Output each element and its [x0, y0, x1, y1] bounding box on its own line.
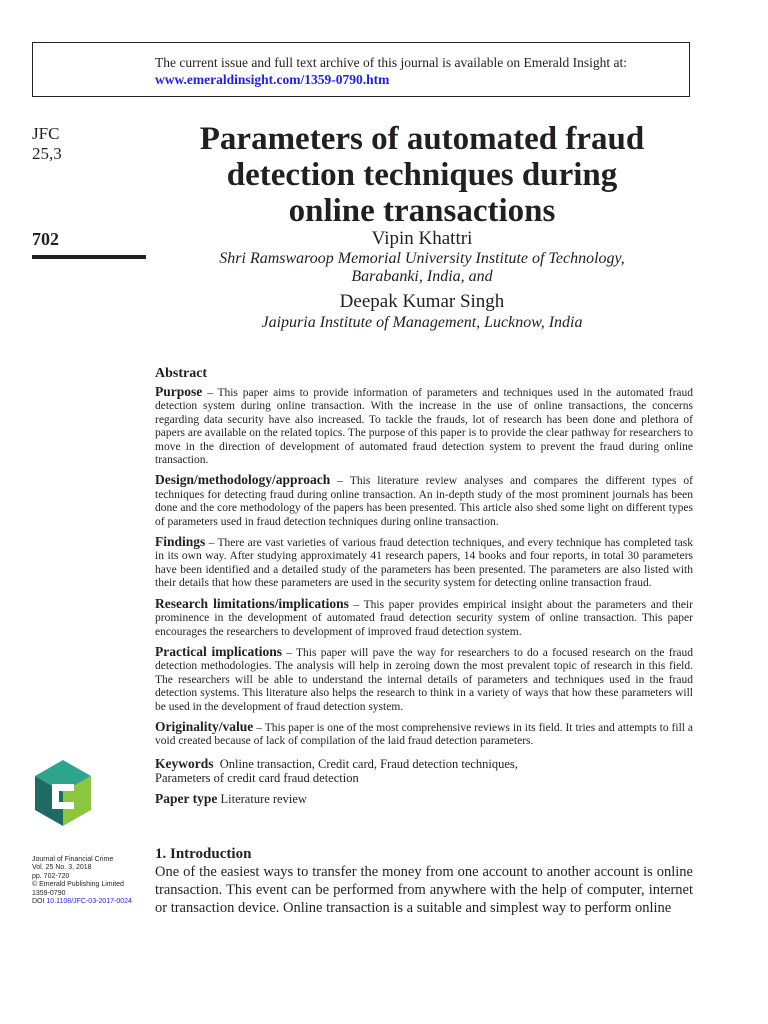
page-number: 702	[32, 229, 59, 249]
abstract-heading: Abstract	[155, 366, 208, 381]
section-label: Originality/value	[155, 718, 254, 734]
journal-archive-banner	[32, 42, 690, 97]
abstract-section	[155, 597, 693, 639]
section-text: There are vast varieties of various fraud detection techniques, and every technique has completed task in its own way. After studying approximately 41 research papers, 14 books and four reports, in total 30 parameters have been identified and a detailed study of the parameters has been presented. The parameters are also listed with their details that how these parameters are used in the security system for detecting online transaction fraud.	[155, 537, 694, 590]
keywords-continued: Parameters of credit card fraud detection	[155, 771, 359, 786]
section-label: Findings	[155, 534, 206, 550]
emerald-logo-icon	[32, 758, 94, 828]
volume-issue: 25,3	[32, 144, 62, 163]
abstract-section	[155, 720, 693, 749]
section-label: Research limitations/implications	[155, 595, 349, 611]
page-rule-divider	[32, 255, 146, 259]
paper-type-value: Literature review	[220, 791, 307, 806]
volume-info: Vol. 25 No. 3, 2018	[32, 864, 92, 872]
issn: 1359-0790	[32, 889, 66, 897]
section-text: This paper aims to provide information of parameters and techniques used in the automated fraud detection system during online transaction. With the increase in the use of online transactions, the concerns regarding data security have also increased. To tackle the frauds, lot of research has been done and plethora of papers are available on the related topics. The purpose of this paper is to provide the clear pathway for researchers to move in the direction of development of automated fraud detection system to prevent the fraud during online transaction.	[155, 387, 694, 467]
dash: –	[208, 537, 215, 550]
author-affiliation: Barabanki, India, and	[351, 268, 493, 285]
section-label: Purpose	[155, 384, 203, 399]
dash: –	[337, 475, 344, 488]
journal-abbrev: JFC	[32, 124, 60, 143]
journal-url-link[interactable]: www.emeraldinsight.com/1359-0790.htm	[155, 72, 390, 87]
introduction-heading: 1. Introduction	[155, 846, 252, 862]
section-label: Design/methodology/approach	[155, 472, 331, 488]
paper-title	[154, 121, 690, 229]
introduction-text: One of the easiest ways to transfer the money from one account to another account is online transaction. This event can be performed from anywhere with the help of computer, internet or transaction device. Online transaction is a suitable and simplest way to perform online	[155, 864, 693, 916]
section-text: This literature review analyses and compares the different types of techniques for detecting fraud during online transaction. An in-depth study of the most prominent journals has been done and the core methodology of the papers has been presented. This article also shed some light on different types of parameters used in fraud detection techniques during online transaction.	[155, 475, 694, 528]
section-text: This paper will pave the way for researchers to do a focused research on the fraud detection methodologies. The analysis will help in zeroing down the most prevalent topic of research in this field. The researchers will be able to understand the internal details of parameters and techniques used in the fraud detection systems. This literature also helps the research to think in a variety of ways that how these parameters will be used in the development of fraud detection system.	[155, 646, 693, 713]
dash: –	[353, 598, 360, 611]
author-affiliation: Shri Ramswaroop Memorial University Institute of Technology,	[219, 250, 625, 267]
title-line: online transactions	[288, 193, 556, 229]
dash: –	[286, 646, 292, 659]
author-name: Deepak Kumar Singh	[339, 291, 505, 312]
archive-notice: The current issue and full text archive of this journal is available on Emerald Insight at:	[155, 55, 627, 70]
publication-metadata	[32, 856, 132, 906]
section-text: This paper is one of the most comprehensive reviews in its field. It tries and attempts to fill a void created because of lack of compilation of the laid fraud detection parameters.	[155, 721, 694, 748]
abstract-section	[155, 535, 693, 591]
keywords-text: Online transaction, Credit card, Fraud detection techniques,	[219, 756, 518, 771]
author-name: Vipin Khattri	[371, 228, 473, 249]
paper-type-label: Paper type	[155, 790, 218, 806]
page-range: pp. 702-720	[32, 872, 70, 880]
title-line: Parameters of automated fraud	[199, 121, 645, 157]
dash: –	[207, 387, 213, 399]
abstract	[155, 366, 693, 806]
keywords-label: Keywords	[155, 755, 214, 771]
section-text: This paper provides empirical insight about the parameters and their prominence in the development of automated fraud detection security system of online transaction. This paper encourages the researchers to development of improved fraud detection system.	[155, 598, 694, 638]
keywords	[155, 757, 693, 772]
abstract-section	[155, 645, 693, 714]
abstract-section	[155, 473, 693, 529]
title-line: detection techniques during	[226, 157, 618, 193]
doi-link[interactable]: 10.1108/JFC-03-2017-0024	[46, 898, 132, 906]
journal-name: Journal of Financial Crime	[32, 856, 114, 863]
doi-label: DOI	[32, 898, 45, 906]
paper-type	[155, 792, 693, 807]
section-label: Practical implications	[155, 643, 282, 659]
dash: –	[256, 721, 262, 734]
doi-line	[32, 898, 132, 906]
journal-code	[32, 124, 62, 164]
copyright: © Emerald Publishing Limited	[32, 881, 124, 889]
author-affiliation: Jaipuria Institute of Management, Lucknow, India	[261, 314, 583, 331]
abstract-section	[155, 385, 693, 467]
